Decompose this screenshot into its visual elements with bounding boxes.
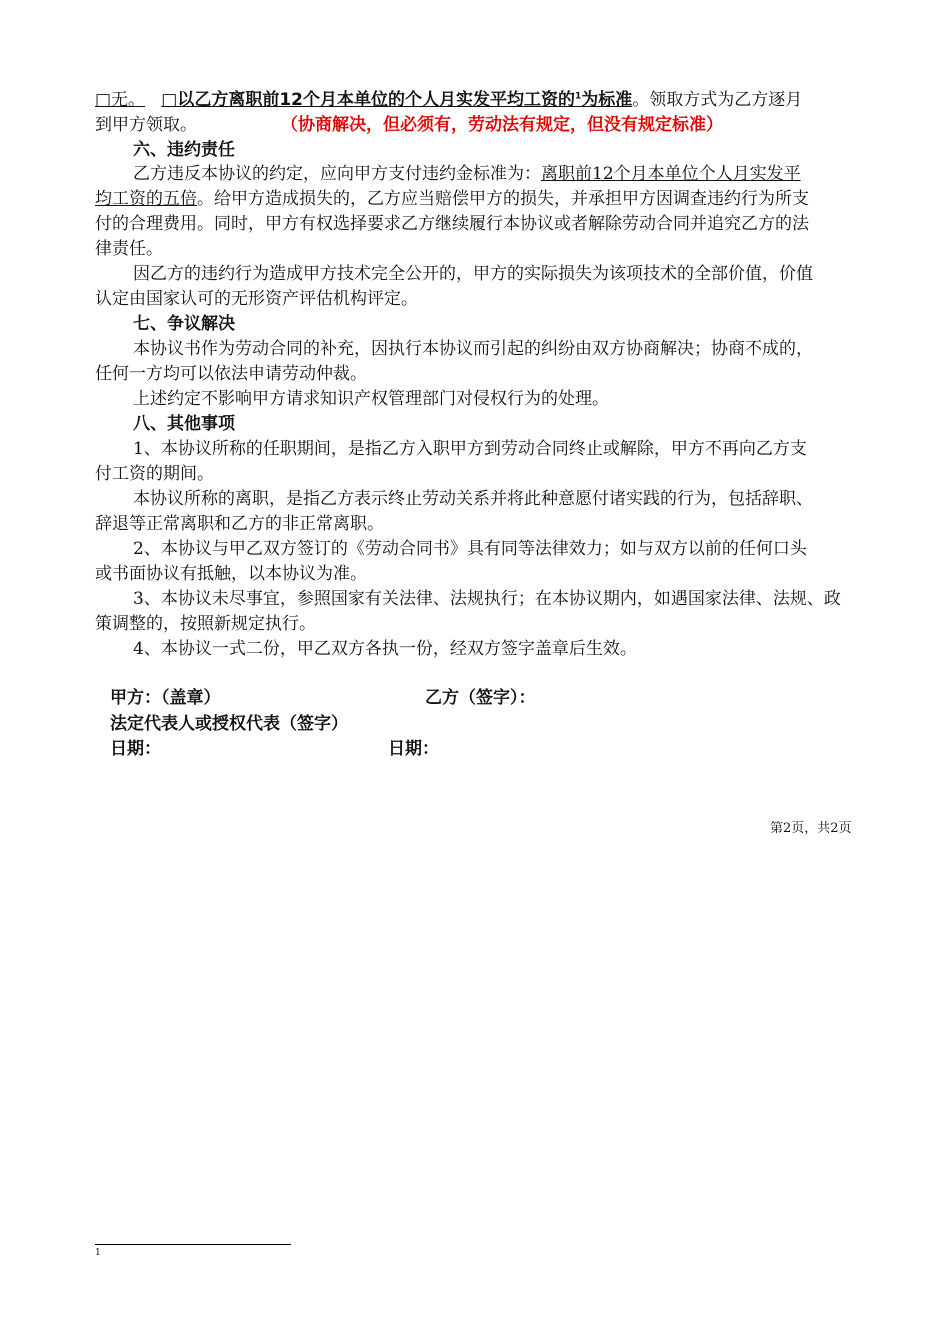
section-7-p1-line-2: 任何一方均可以依法申请劳动仲裁。: [95, 364, 367, 384]
section-8-item3-line-2: 策调整的，按照新规定执行。: [95, 614, 316, 634]
representative-signature: 法定代表人或授权代表（签字）: [110, 714, 348, 734]
clause5-line1-tail: 。领取方式为乙方逐月: [632, 90, 803, 110]
party-a-date: 日期：: [110, 739, 161, 759]
section-6-p2-line-2: 认定由国家认可的无形资产评估机构评定。: [95, 289, 418, 309]
option-none: □无。: [95, 90, 146, 110]
section-6-p2-line-1: 因乙方的违约行为造成甲方技术完全公开的，甲方的实际损失为该项技术的全部价值，价值: [133, 264, 813, 284]
section-8-item1b-line-2: 辞退等正常离职和乙方的非正常离职。: [95, 514, 384, 534]
section-7-p1-line-1: 本协议书作为劳动合同的补充，因执行本协议而引起的纠纷由双方协商解决；协商不成的，: [133, 339, 813, 359]
option-standard: □以乙方离职前12个月本单位的个人月实发平均工资的$^1$为标准: [161, 90, 633, 110]
section-8-item2-line-2: 或书面协议有抵触，以本协议为准。: [95, 564, 367, 584]
section-8-item2-line-1: 2、本协议与甲乙双方签订的《劳动合同书》具有同等法律效力；如与双方以前的任何口头: [133, 539, 807, 559]
section-8-item1-line-1: 1、本协议所称的任职期间，是指乙方入职甲方到劳动合同终止或解除，甲方不再向乙方支: [133, 439, 807, 459]
page-number: 第2页，共2页: [770, 821, 852, 836]
section-8-item1-line-2: 付工资的期间。: [95, 464, 214, 484]
party-b-signature: 乙方（签字）：: [425, 688, 536, 708]
section-6-p1-line-4: 律责任。: [95, 239, 163, 259]
party-b-date: 日期：: [388, 739, 439, 759]
clause5-line-1: [95, 88, 885, 112]
footnote-ref: 1: [575, 91, 582, 102]
section-6-p1-line-2: 均工资的五倍。给甲方造成损失的，乙方应当赔偿甲方的损失，并承担甲方因调查违约行为所支: [95, 189, 809, 209]
party-a-seal: 甲方：（盖章）: [110, 688, 221, 708]
section-8-item1b-line-1: 本协议所称的离职，是指乙方表示终止劳动关系并将此种意愿付诸实践的行为，包括辞职、: [133, 489, 813, 509]
section-8-heading: 八、其他事项: [133, 414, 235, 434]
footnote-separator: [95, 1244, 291, 1245]
clause5-line-2: 到甲方领取。 （协商解决，但必须有，劳动法有规定，但没有规定标准）: [95, 115, 723, 135]
section-6-p1-line-1: 乙方违反本协议的约定，应向甲方支付违约金标准为：离职前12个月本单位个人月实发平: [133, 164, 801, 184]
section-6-p1-line-3: 付的合理费用。同时，甲方有权选择要求乙方继续履行本协议或者解除劳动合同并追究乙方的法: [95, 214, 809, 234]
section-7-heading: 七、争议解决: [133, 314, 235, 334]
section-8-item3-line-1: 3、本协议未尽事宜，参照国家有关法律、法规执行；在本协议期内，如遇国家法律、法规、政: [133, 589, 841, 609]
section-7-p2-line-1: 上述约定不影响甲方请求知识产权管理部门对侵权行为的处理。: [133, 389, 609, 409]
red-note: （协商解决，但必须有，劳动法有规定，但没有规定标准）: [281, 115, 723, 135]
footnote-mark: 1: [95, 1248, 101, 1258]
section-8-item4-line-1: 4、本协议一式二份，甲乙双方各执一份，经双方签字盖章后生效。: [133, 639, 637, 659]
section-6-heading: 六、违约责任: [133, 140, 235, 160]
